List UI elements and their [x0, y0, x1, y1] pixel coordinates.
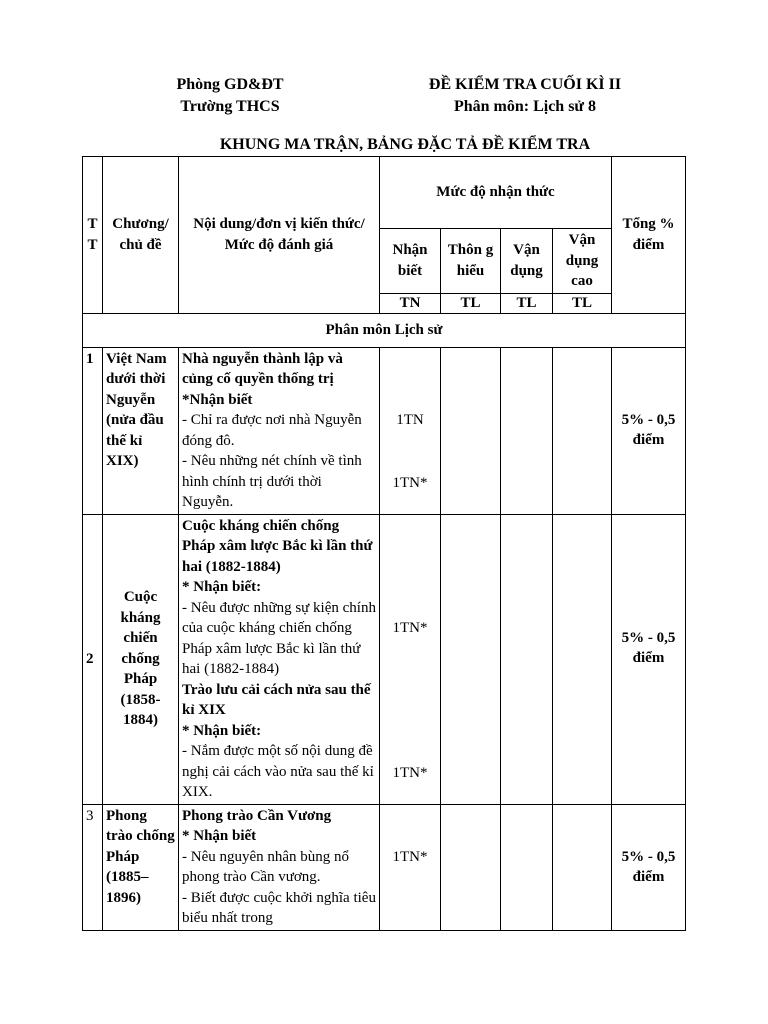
content-item: - Nêu nguyên nhân bùng nổ phong trào Cần vương.: [182, 848, 350, 885]
row-chapter: Việt Nam dưới thời Nguyễn (nửa đầu thế kỉ XIX): [103, 347, 179, 514]
content-item: - Chỉ ra được nơi nhà Nguyễn đóng đô.: [182, 412, 362, 449]
row-tl-cell: [441, 804, 501, 930]
row-tl-cell: [501, 347, 553, 514]
content-level: *Nhận biết: [182, 391, 253, 408]
row-tl-cell: [501, 514, 553, 804]
content-item: - Nêu được những sự kiện chính của cuộc kháng chiến chống Pháp xâm lược Bắc kì lần thứ hai (1882-1884): [182, 599, 376, 677]
matrix-table: [82, 156, 686, 931]
col-nhanbiet-header: Nhận biết: [380, 229, 441, 294]
tn-value: 1TN: [396, 411, 424, 428]
col-vandungcao-header: Vận dụng cao: [553, 229, 612, 294]
col-tong-header: Tổng % điểm: [612, 157, 686, 314]
row-tl-cell: [501, 804, 553, 930]
row-total: [612, 347, 686, 514]
header-left: [150, 74, 310, 118]
row-chapter: Cuộc kháng chiến chống Pháp (1858-1884): [103, 514, 179, 804]
total-value: 5% - 0,5 điểm: [621, 848, 676, 885]
row-tl-cell: [553, 804, 612, 930]
row-total: [612, 514, 686, 804]
row-number: 3: [83, 804, 103, 930]
department-name: Phòng GD&ĐT: [176, 76, 284, 93]
content-item: - Nắm được một số nội dung đề nghị cải cách vào nửa sau thế kỉ XIX.: [182, 743, 374, 800]
tn-value: 1TN*: [392, 619, 428, 636]
row-tl-cell: [441, 347, 501, 514]
col-noidung-header: Nội dung/đơn vị kiến thức/ Mức độ đánh giá: [179, 157, 380, 314]
header-row-1: [83, 157, 686, 229]
section-title: Phân môn Lịch sử: [83, 313, 686, 347]
row-tl-cell: [441, 514, 501, 804]
row-chapter: Phong trào chống Pháp (1885–1896): [103, 804, 179, 930]
total-value: 5% - 0,5 điểm: [621, 629, 676, 666]
row-tn-cell: [380, 804, 441, 930]
content-item: - Nêu những nét chính về tình hình chính trị dưới thời Nguyễn.: [182, 453, 362, 510]
col-tl-label-3: TL: [553, 293, 612, 313]
col-tl-label-1: TL: [441, 293, 501, 313]
tn-value: 1TN*: [392, 475, 428, 491]
content-item: - Biết được cuộc khởi nghĩa tiêu biểu nhất trong: [182, 889, 376, 926]
content-topic: Cuộc kháng chiến chống Pháp xâm lược Bắc kì lần thứ hai (1882-1884): [182, 517, 373, 575]
content-topic: Trào lưu cải cách nửa sau thế kỉ XIX: [182, 681, 371, 718]
table-row: [83, 347, 686, 514]
col-mucdo-header: Mức độ nhận thức: [380, 157, 612, 229]
col-tl-label-2: TL: [501, 293, 553, 313]
row-content: [179, 804, 380, 930]
content-topic: Nhà nguyễn thành lập và củng cố quyền thống trị: [182, 350, 343, 387]
row-tl-cell: [553, 347, 612, 514]
content-topic: Phong trào Cần Vương: [182, 807, 332, 824]
header-right: [400, 74, 650, 118]
exam-title: ĐỀ KIỂM TRA CUỐI KÌ II: [428, 76, 622, 93]
col-tn-label: TN: [380, 293, 441, 313]
row-tn-cell: [380, 347, 441, 514]
row-number: 2: [83, 514, 103, 804]
content-level: * Nhận biết: [182, 828, 257, 844]
col-thonghieu-header: Thôn g hiểu: [441, 229, 501, 294]
section-row: [83, 313, 686, 347]
tn-value: 1TN*: [392, 765, 428, 781]
row-content: [179, 514, 380, 804]
page-title: KHUNG MA TRẬN, BẢNG ĐẶC TẢ ĐỀ KIỂM TRA: [219, 136, 591, 153]
table-row: [83, 514, 686, 804]
row-tl-cell: [553, 514, 612, 804]
col-tt-header: T T: [83, 157, 103, 314]
row-total: [612, 804, 686, 930]
subject-name: Phân môn: Lịch sử 8: [453, 98, 597, 115]
school-name: Trường THCS: [180, 98, 280, 115]
content-level: * Nhận biết:: [182, 722, 262, 739]
row-tn-cell: [380, 514, 441, 804]
row-content: [179, 347, 380, 514]
content-level: * Nhận biết:: [182, 579, 262, 595]
row-number: 1: [83, 347, 103, 514]
col-vandung-header: Vận dụng: [501, 229, 553, 294]
tn-value: 1TN*: [392, 848, 428, 865]
col-chuong-header: Chương/ chủ đề: [103, 157, 179, 314]
total-value: 5% - 0,5 điểm: [621, 411, 676, 448]
table-row: [83, 804, 686, 930]
